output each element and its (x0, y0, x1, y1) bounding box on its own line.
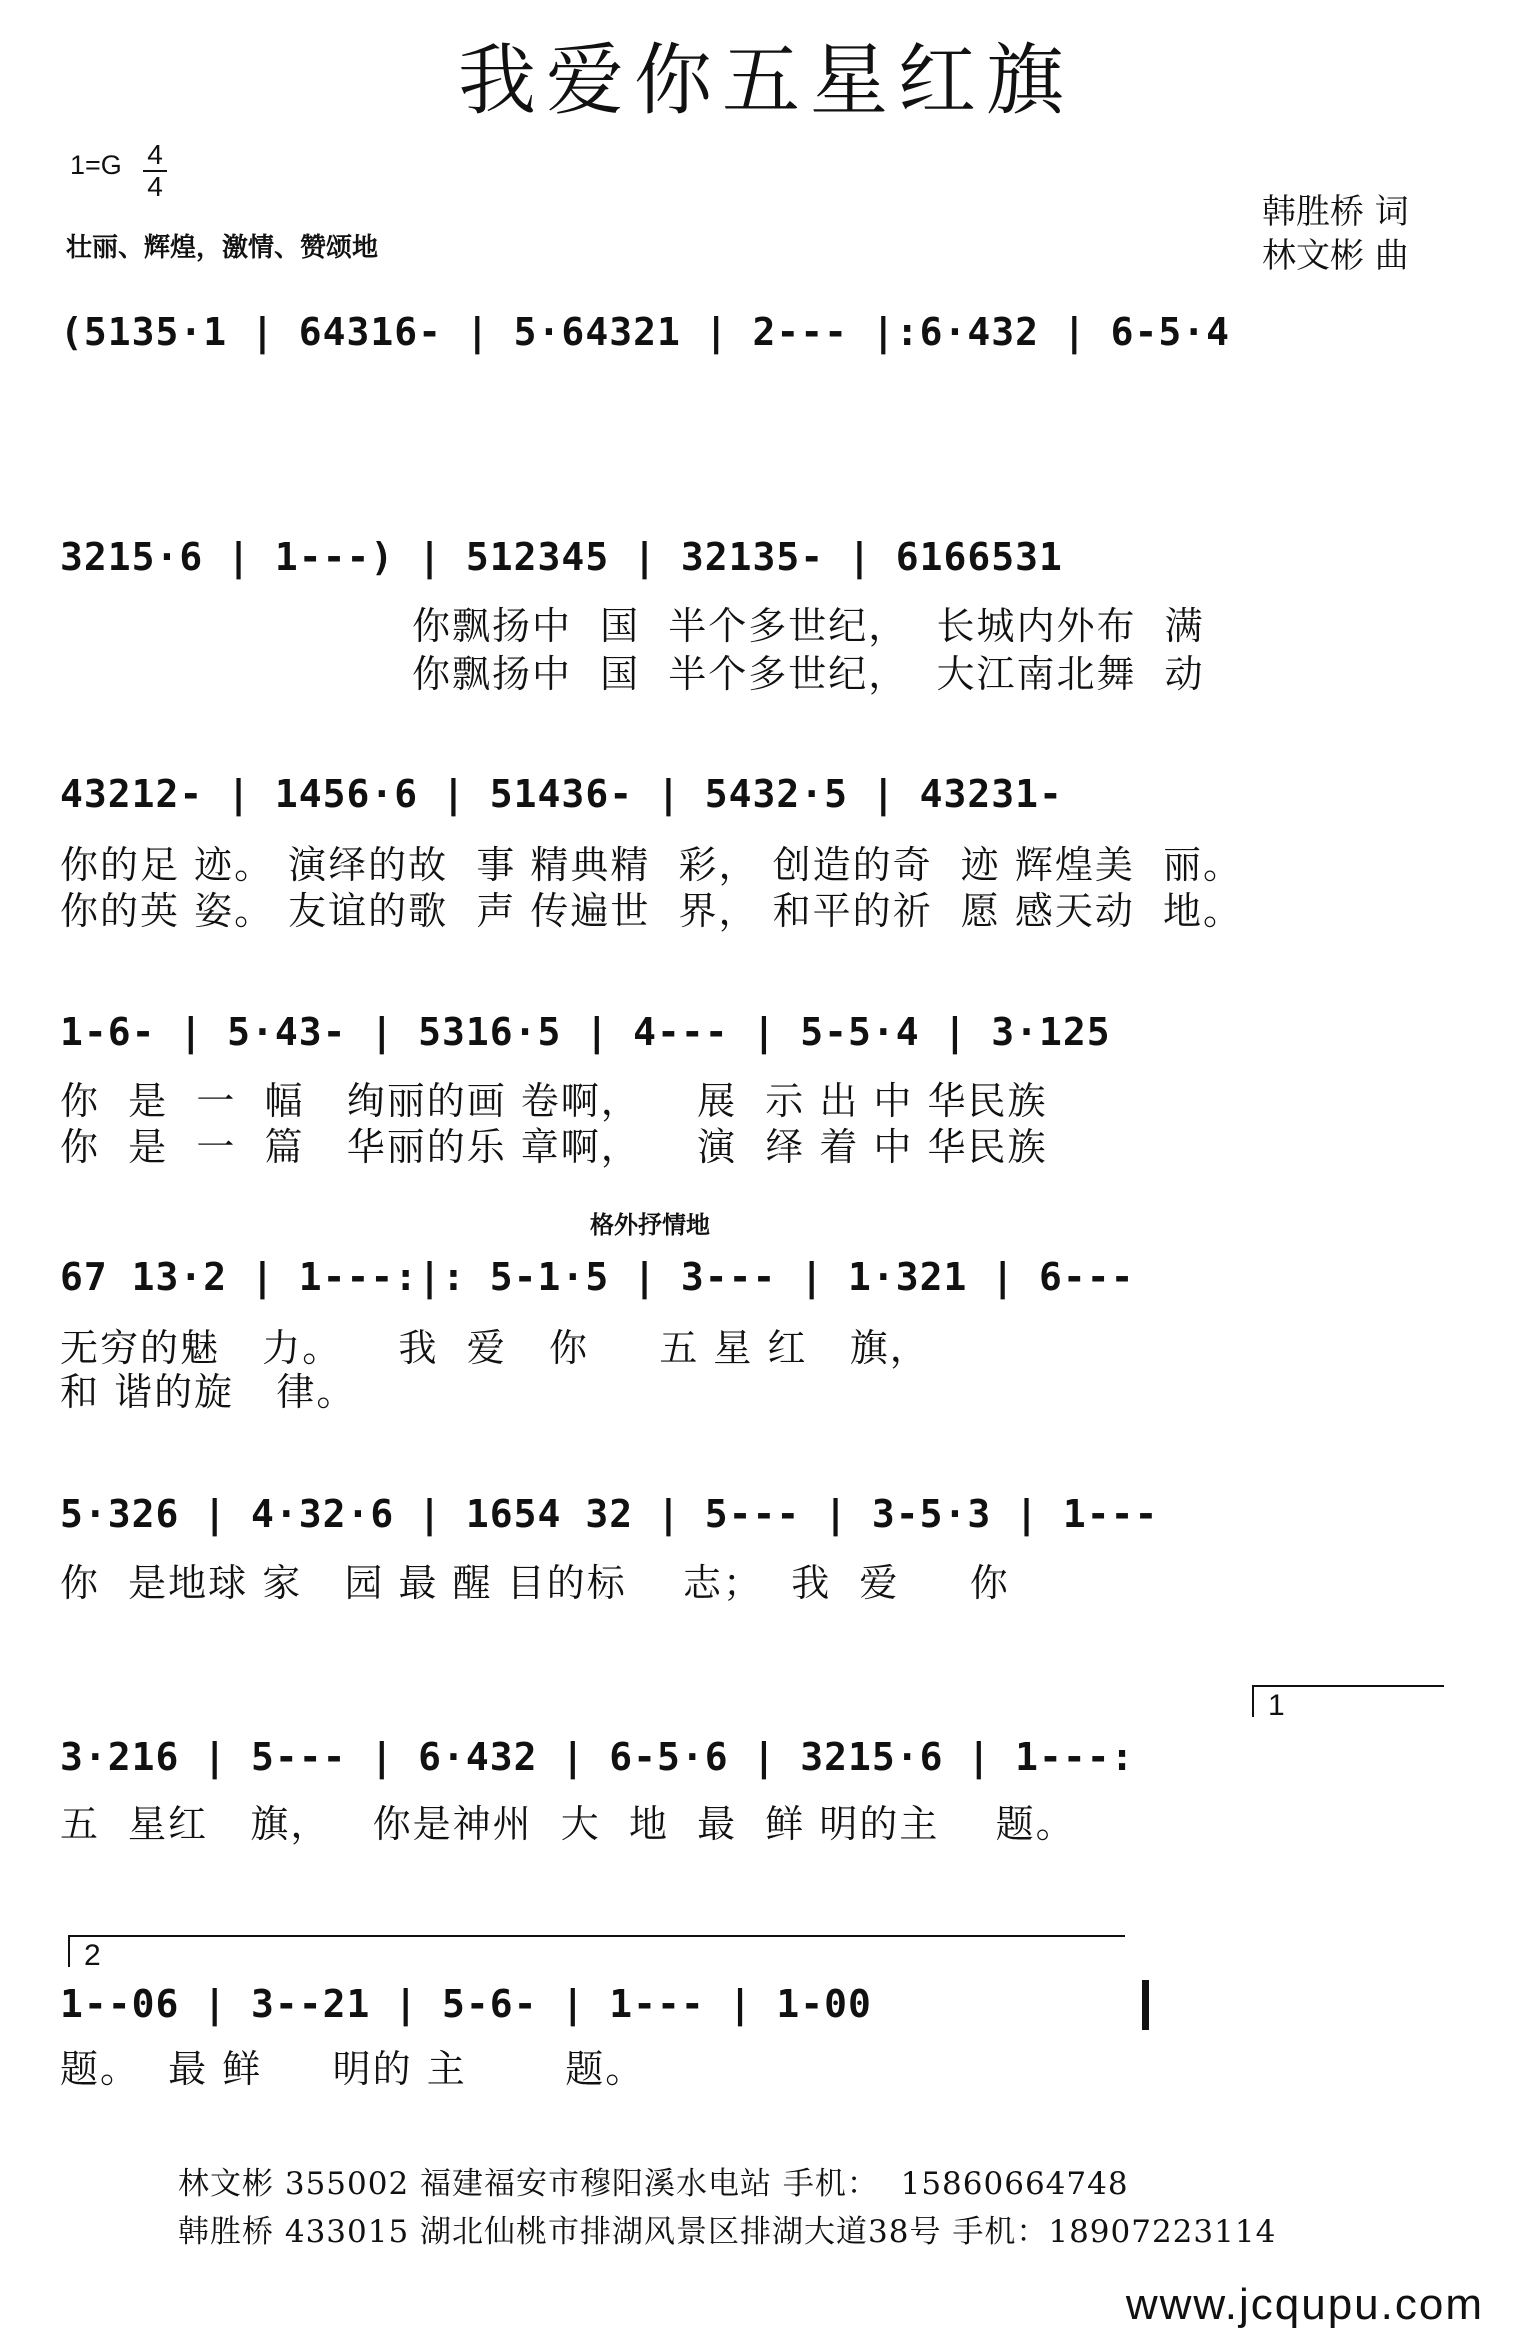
notation-line: 67 13·2 | 1---:|: 5-1·5 | 3--- | 1·321 | 6--- (60, 1255, 1135, 1299)
notation-line: 43212- | 1456·6 | 51436- | 5432·5 | 43231- (60, 772, 1063, 816)
score-system-2 (60, 535, 1480, 705)
time-signature-top: 4 (147, 139, 163, 170)
score-system-7 (60, 1735, 1480, 1865)
lyric-verse-2: 你的英 姿。 友谊的歌 声 传遍世 界， 和平的祈 愿 感天动 地。 (60, 889, 1244, 933)
website-url: www.jcqupu.com (1125, 2280, 1484, 2329)
score-system-3 (60, 772, 1480, 942)
time-signature-bottom: 4 (147, 171, 163, 202)
second-ending-number: 2 (84, 1939, 101, 1972)
final-barline (1142, 1980, 1149, 2030)
lyricist-credit: 韩胜桥 词 (1262, 192, 1409, 232)
notation-line: 1--06 | 3--21 | 5-6- | 1--- | 1-00 (60, 1982, 872, 2026)
composer-credit: 林文彬 曲 (1262, 236, 1409, 276)
first-ending-number: 1 (1268, 1689, 1285, 1722)
lyric-verse-2: 和 谐的旋 律。 (60, 1370, 357, 1414)
score-system-4 (60, 1010, 1480, 1180)
score-system-1 (60, 300, 1480, 380)
tempo-marking: 壮丽、辉煌，激情、赞颂地 (66, 233, 379, 263)
contact-line-composer: 林文彬 355002 福建福安市穆阳溪水电站 手机： 15860664748 (178, 2166, 1129, 2202)
lyric-verse-1: 你的足 迹。 演绎的故 事 精典精 彩， 创造的奇 迹 辉煌美 丽。 (60, 843, 1244, 887)
lyric-verse-1: 题。 最 鲜 明的 主 题。 (60, 2047, 646, 2091)
notation-line: 5·326 | 4·32·6 | 1654 32 | 5--- | 3-5·3 | 1--- (60, 1492, 1159, 1536)
song-title: 我爱你五星红旗 (457, 36, 1074, 126)
key-signature: 1=G (70, 150, 122, 180)
notation-line: 3·216 | 5--- | 6·432 | 6-5·6 | 3215·6 | 1---: (60, 1735, 1135, 1779)
time-signature (143, 140, 167, 202)
lyric-verse-1: 你飘扬中 国 半个多世纪， 长城内外布 满 (60, 604, 1205, 648)
notation-line: 3215·6 | 1---) | 512345 | 32135- | 6166531 (60, 535, 1063, 579)
second-ending-bracket (68, 1935, 1125, 1972)
lyric-verse-1: 无穷的魅 力。 我 爱 你 五 星 红 旗， (60, 1326, 930, 1370)
score-system-5 (60, 1255, 1480, 1425)
first-ending-bracket (1252, 1685, 1444, 1722)
lyric-verse-2: 你 是 一 篇 华丽的乐 章啊， 演 绎 着 中 华民族 (60, 1125, 1048, 1169)
lyric-verse-1: 你 是地球 家 园 最 醒 目的标 志； 我 爱 你 (60, 1561, 1010, 1605)
lyric-verse-2: 你飘扬中 国 半个多世纪， 大江南北舞 动 (60, 652, 1205, 696)
lyric-verse-1: 五 星红 旗， 你是神州 大 地 最 鲜 明的主 题。 (60, 1802, 1076, 1846)
expression-marking: 格外抒情地 (590, 1211, 710, 1239)
notation-line: (5135·1 | 64316- | 5·64321 | 2--- |:6·432 | 6-5·4 (60, 310, 1231, 354)
contact-line-lyricist: 韩胜桥 433015 湖北仙桃市排湖风景区排湖大道38号 手机：18907223114 (178, 2214, 1277, 2250)
score-system-6 (60, 1492, 1480, 1622)
notation-line: 1-6- | 5·43- | 5316·5 | 4--- | 5-5·4 | 3·125 (60, 1010, 1111, 1054)
lyric-verse-1: 你 是 一 幅 绚丽的画 卷啊， 展 示 出 中 华民族 (60, 1079, 1048, 1123)
credits (1262, 190, 1409, 278)
score-system-8 (60, 1982, 1480, 2102)
